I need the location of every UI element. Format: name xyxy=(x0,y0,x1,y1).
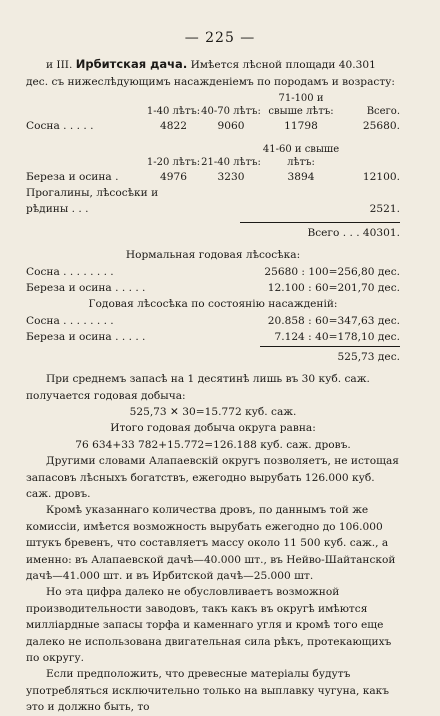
t1-val-3: 11798 xyxy=(284,120,318,133)
t2-val-2: 3230 xyxy=(217,170,245,183)
paragraph-4: Кромѣ указаннаго количества дровъ, по даннымъ той же комиссіи, имѣется возможность вырубать ежегодно до 106.000 штукъ бревенъ, что составляетъ массу около 11 500 куб. саж., а именно: въ Алапаевской дачѣ—40.000 шт., въ Нейво-Шайтанской дачѣ—41.000 шт. и въ Ирбитской дачѣ—25.000 шт. xyxy=(26,504,396,582)
t2-row2-label-b: рѣдины . . . xyxy=(26,203,89,216)
normal-calc-birch: 12.100 : 60=201,70 дес. xyxy=(267,282,400,295)
t1-header-1: 1-40 лѣтъ: xyxy=(146,106,201,118)
state-label-birch: Береза и осина . . . . . xyxy=(26,331,146,344)
t2-header-2: 21-40 лѣтъ: xyxy=(201,156,261,168)
t1-header-2: 40-70 лѣтъ: xyxy=(201,106,261,118)
state-calc-pine: 20.858 : 60=347,63 дес. xyxy=(267,314,400,327)
t2-header-1: 1-20 лѣтъ: xyxy=(146,156,201,168)
page-number: — 225 — xyxy=(184,30,256,46)
table1-header xyxy=(26,92,400,118)
paragraph-1: При среднемъ запасѣ на 1 десятинѣ лишь въ 30 куб. саж. получается годовая добыча: xyxy=(26,373,370,402)
t2-row2-value: 2521. xyxy=(369,203,400,216)
total-value: Всего . . . 40301. xyxy=(240,222,400,241)
paragraph-2-heading: Итого годовая добыча округа равна: xyxy=(110,422,316,435)
normal-row-pine xyxy=(26,264,400,280)
t1-val-1: 4822 xyxy=(160,120,187,133)
state-row-birch xyxy=(26,329,400,345)
section-number: и III. xyxy=(46,59,73,71)
normal-heading: Нормальная годовая лѣсосѣка: xyxy=(125,249,301,262)
section-title: Ирбитская дача. xyxy=(75,57,188,71)
table2-header xyxy=(26,143,400,169)
t2-header-3: 41-60 и свыше лѣтъ: xyxy=(262,143,340,168)
total-row xyxy=(26,222,400,241)
intro-text: Имѣется лѣсной площади 40.301 дес. съ нижеслѣдующимъ насажденіемъ по породамъ и возрасту: xyxy=(26,59,395,88)
state-sum: 525,73 дес. xyxy=(337,350,400,363)
table2-row-clearings-a xyxy=(26,185,400,201)
table2-row-birch xyxy=(26,169,400,185)
normal-calc-pine: 25680 : 100=256,80 дес. xyxy=(264,265,400,278)
normal-label-birch: Береза и осина . . . . . xyxy=(26,282,146,295)
intro-paragraph xyxy=(26,56,400,90)
state-calc-birch: 7.124 : 40=178,10 дес. xyxy=(274,331,400,344)
paragraph-3: Другими словами Алапаевскій округъ позволяетъ, не истощая запасовъ лѣсныхъ богатствъ, ежегодно вырубать 126.000 куб. саж. дровъ. xyxy=(26,455,399,500)
formula-2: 76 634+33 782+15.772=126.188 куб. саж. дровъ. xyxy=(75,438,351,451)
t2-row-label: Береза и осина . xyxy=(26,170,119,183)
t1-val-2: 9060 xyxy=(217,120,245,133)
state-row-pine xyxy=(26,313,400,329)
t2-val-3: 3894 xyxy=(287,170,315,183)
paragraph-5: Но эта цифра далеко не обусловливаетъ возможной производительности заводовъ, такъ какъ въ округѣ имѣются милліардные запасы торфа и каменнаго угля и кромѣ того еще далеко не использована двигательная сила рѣкъ, протекающихъ по округу. xyxy=(26,586,392,664)
table1-row-pine xyxy=(26,118,400,134)
normal-row-birch xyxy=(26,280,400,296)
paragraph-6: Если предположить, что древесные матеріалы будутъ употребляться исключительно только на выплавку чугуна, какъ это и должно быть, то xyxy=(26,668,390,714)
table2-row-clearings-b xyxy=(26,201,400,217)
t2-val-4: 12100. xyxy=(362,170,400,183)
state-heading: Годовая лѣсосѣка по состоянію насажденій: xyxy=(88,298,338,311)
stats-table xyxy=(26,92,400,218)
normal-label-pine: Сосна . . . . . . . . xyxy=(26,265,114,278)
t1-val-4: 25680. xyxy=(362,120,400,133)
page-content xyxy=(26,56,400,716)
t2-val-1: 4976 xyxy=(160,170,187,183)
t2-row2-label-a: Прогалины, лѣсосѣки и xyxy=(26,187,159,200)
formula-1: 525,73 ✕ 30=15.772 куб. саж. xyxy=(129,405,297,418)
state-label-pine: Сосна . . . . . . . . xyxy=(26,314,114,327)
t1-header-3: 71-100 и свыше лѣтъ: xyxy=(268,93,334,118)
t1-row-label: Сосна . . . . . xyxy=(26,120,94,133)
t1-header-4: Всего. xyxy=(366,106,400,118)
